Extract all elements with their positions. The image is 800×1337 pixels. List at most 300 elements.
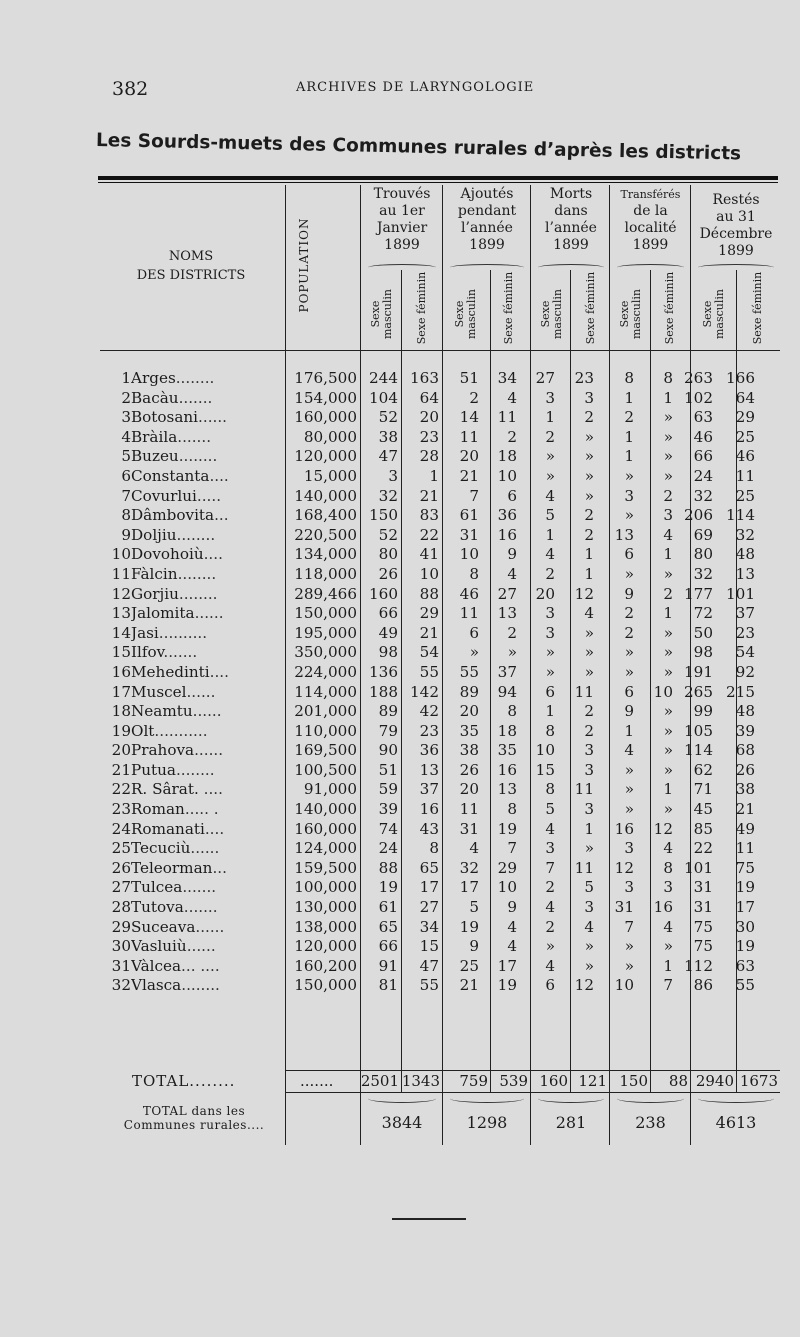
value-cell: 41 [419,545,439,564]
district-name [131,408,283,428]
value-cell: 136 [369,662,398,681]
value-cell: 37 [419,780,439,799]
value-cell: 27 [535,369,555,387]
population-cell: 91,000 [303,780,357,799]
value-cell: 13 [735,564,755,583]
row-number: 27 [111,878,131,897]
value-cell: 10 [419,564,439,583]
value-cell: 5 [545,800,555,819]
district-name-dots: .... [204,819,225,838]
district-name-dots: ........ [175,760,215,779]
value-cell: 80 [693,545,713,564]
value-cell: 11 [459,604,479,623]
row-number: 2 [121,388,131,407]
population-cell: 224,000 [294,662,357,681]
value-cell: 62 [693,760,713,779]
district-name-dots: ... [214,506,229,525]
population-cell: 130,000 [294,898,357,917]
value-cell: » [663,408,673,427]
table-row [100,389,755,409]
value-cell: 9 [469,937,479,956]
value-cell: 46 [693,427,713,446]
value-cell: 2 [469,388,479,407]
district-name [131,389,283,409]
value-cell: 2 [545,564,555,583]
value-cell: 61 [459,506,479,525]
value-cell: 27 [419,898,439,917]
value-cell: 142 [410,682,439,701]
value-cell: 32 [693,486,713,505]
value-cell: 66 [378,937,398,956]
district-name-text: Constanta [131,466,210,485]
value-cell: 34 [497,369,517,387]
value-cell: 15 [419,937,439,956]
value-cell: 2 [584,408,594,427]
population-cell: 150,000 [294,604,357,623]
value-cell: 4 [469,839,479,858]
value-cell: » [584,486,594,505]
value-cell: 13 [419,760,439,779]
table-row [100,957,755,977]
district-name-text: Tutova [131,898,184,917]
value-cell: 16 [614,819,634,838]
header-sub-male: Sexe masculin [452,289,478,339]
value-cell: 8 [545,721,555,740]
value-cell: 9 [624,702,634,721]
district-name-dots: ..... [196,486,222,505]
header-group-title [362,186,442,254]
value-cell: 19 [497,976,517,995]
value-cell: 4 [584,604,594,623]
district-name-text: Vlasca [131,976,182,995]
district-name [131,976,283,996]
top-thin-rule [98,182,778,183]
value-cell: 10 [497,878,517,897]
value-cell: 47 [378,447,398,466]
grand-total-brace [617,1094,684,1103]
value-cell: 1 [545,702,555,721]
district-name-text: R. Sârat. [131,780,199,799]
total-value: 160 [539,1072,568,1090]
value-cell: 16 [653,898,673,917]
population-cell: 110,000 [294,721,357,740]
row-number: 13 [111,604,131,623]
row-number: 30 [111,937,131,956]
row-number: 25 [111,839,131,858]
district-name-text: Olt [131,721,155,740]
district-name [131,624,283,644]
value-cell: 37 [497,662,517,681]
page-number: 382 [112,78,149,100]
district-name-dots: ....... [177,427,212,446]
population-cell: 120,000 [294,937,357,956]
value-cell: 17 [459,878,479,897]
value-cell: 166 [726,369,755,387]
value-cell: 61 [378,898,398,917]
value-cell: 13 [497,780,517,799]
header-group-line: localité [624,220,677,236]
total-value: 1343 [401,1072,440,1090]
header-names-line-2: DES DISTRICTS [136,268,246,283]
value-cell: 2 [584,702,594,721]
value-cell: 1 [663,545,673,564]
total-label [132,1072,235,1090]
value-cell: » [624,800,634,819]
value-cell: » [663,800,673,819]
total-value: 1673 [739,1072,778,1090]
value-cell: » [584,839,594,858]
value-cell: 105 [684,721,713,740]
value-cell: 75 [735,858,755,877]
grand-total-brace [450,1094,524,1103]
population-cell: 159,500 [294,858,357,877]
table-row [100,369,755,389]
value-cell: » [584,662,594,681]
table-row [100,898,755,918]
table-row [100,585,755,605]
value-cell: 11 [574,858,594,877]
value-cell: 3 [545,388,555,407]
table-row [100,487,755,507]
district-name [131,722,283,742]
header-bottom-rule [100,350,780,351]
header-names [100,247,282,285]
value-cell: 4 [545,545,555,564]
district-name [131,663,283,683]
value-cell: 244 [369,369,398,387]
value-cell: 31 [693,898,713,917]
district-name-dots: .... [209,662,229,681]
table-row [100,800,755,820]
value-cell: » [663,760,673,779]
value-cell: 54 [735,643,755,662]
value-cell: 3 [545,623,555,642]
district-name [131,957,283,977]
value-cell: 55 [419,662,439,681]
value-cell: 11 [497,408,517,427]
header-group-line: Janvier [376,220,428,236]
district-name-text: Dovohoiù [131,545,204,564]
value-cell: » [624,662,634,681]
total-value: 121 [578,1072,607,1090]
value-cell: 3 [545,839,555,858]
header-group-line: 1899 [553,237,589,253]
district-name [131,565,283,585]
value-cell: 4 [545,486,555,505]
table-row [100,859,755,879]
value-cell: 163 [410,369,439,387]
value-cell: 25 [735,427,755,446]
value-cell: » [545,662,555,681]
value-cell: » [545,937,555,956]
value-cell: 51 [378,760,398,779]
value-cell: » [624,937,634,956]
district-name-dots: ... [212,858,227,877]
value-cell: 91 [378,956,398,975]
district-name [131,741,283,761]
row-number: 17 [111,682,131,701]
value-cell: 206 [684,506,713,525]
row-number: 1 [121,369,131,387]
value-cell: » [584,427,594,446]
population-cell: 140,000 [294,486,357,505]
value-cell: » [663,427,673,446]
value-cell: 3 [624,839,634,858]
value-cell: » [507,643,517,662]
row-number: 4 [121,427,131,446]
value-cell: 3 [584,898,594,917]
value-cell: 1 [545,408,555,427]
header-group-line: Décembre [699,226,773,242]
value-cell: 2 [584,721,594,740]
value-cell: 7 [663,976,673,995]
row-number: 7 [121,486,131,505]
row-number: 8 [121,506,131,525]
value-cell: 1 [663,604,673,623]
district-name [131,878,283,898]
population-cell: 160,000 [294,819,357,838]
value-cell: 3 [624,486,634,505]
value-cell: 3 [584,741,594,760]
district-name-dots: ...... [190,839,220,858]
population-cell: 150,000 [294,976,357,995]
value-cell: 68 [735,741,755,760]
value-cell: 1 [584,819,594,838]
value-cell: 39 [378,800,398,819]
district-name-dots: ........... [154,721,208,740]
value-cell: 1 [663,388,673,407]
value-cell: 9 [624,584,634,603]
value-cell: » [584,466,594,485]
district-name-dots: ....... [178,388,213,407]
value-cell: 52 [378,525,398,544]
district-name-dots: ...... [194,604,224,623]
value-cell: 4 [663,839,673,858]
value-cell: 11 [459,800,479,819]
table-row [100,428,755,448]
value-cell: 2 [624,604,634,623]
population-cell: 100,500 [294,760,357,779]
value-cell: 2 [545,878,555,897]
district-name [131,369,283,389]
value-cell: 1 [584,564,594,583]
value-cell: 45 [693,800,713,819]
value-cell: 19 [459,917,479,936]
running-head: ARCHIVES DE LARYNGOLOGIE [296,80,535,95]
value-cell: 20 [419,408,439,427]
value-cell: 4 [584,917,594,936]
value-cell: 32 [735,525,755,544]
value-cell: 3 [584,388,594,407]
value-cell: 74 [378,819,398,838]
district-name [131,761,283,781]
value-cell: 32 [459,858,479,877]
grand-total-value: 281 [555,1113,587,1132]
value-cell: 3 [663,506,673,525]
value-cell: 8 [469,564,479,583]
value-cell: 2 [507,623,517,642]
district-name [131,839,283,859]
value-cell: 4 [545,819,555,838]
grand-total-value: 3844 [381,1113,423,1132]
value-cell: 1 [624,427,634,446]
row-number: 3 [121,408,131,427]
value-cell: 1 [624,721,634,740]
district-name-dots: ...... [192,702,222,721]
value-cell: 5 [545,506,555,525]
value-cell: 36 [497,506,517,525]
value-cell: 4 [507,564,517,583]
value-cell: 20 [535,584,555,603]
value-cell: 52 [378,408,398,427]
table-row [100,937,755,957]
value-cell: 21 [459,976,479,995]
grand-total-label-2: Communes rurales.... [123,1118,265,1132]
value-cell: 46 [459,584,479,603]
value-cell: » [663,937,673,956]
district-name-dots: ...... [194,741,224,760]
value-cell: 11 [574,780,594,799]
header-sub-female: Sexe féminin [415,271,428,345]
value-cell: 112 [684,956,713,975]
value-cell: 18 [497,447,517,466]
value-cell: 90 [378,741,398,760]
value-cell: 3 [584,800,594,819]
value-cell: 9 [507,898,517,917]
value-cell: 63 [735,956,755,975]
district-name [131,604,283,624]
header-group-line: Transférés [620,188,681,201]
total-bottom-rule [285,1092,780,1093]
value-cell: 65 [378,917,398,936]
table-row [100,565,755,585]
value-cell: » [584,623,594,642]
grand-total-brace [368,1094,436,1103]
value-cell: 2 [584,506,594,525]
table-row [100,447,755,467]
value-cell: 8 [545,780,555,799]
value-cell: 36 [419,741,439,760]
district-name-text: Suceava [131,917,196,936]
value-cell: 19 [378,878,398,897]
district-name-text: Mehedinti [131,662,210,681]
row-number: 29 [111,917,131,936]
table-row [100,604,755,624]
value-cell: 21 [419,623,439,642]
table-row [100,780,755,800]
value-cell: 9 [507,545,517,564]
population-cell: 138,000 [294,917,357,936]
population-cell: 169,500 [294,741,357,760]
header-group-line: Trouvés [373,186,431,202]
value-cell: 23 [574,369,594,387]
total-pop-dots: ....... [300,1072,334,1090]
district-name [131,447,283,467]
district-name [131,918,283,938]
header-population: POPULATION [297,217,311,313]
value-cell: 55 [419,976,439,995]
population-cell: 140,000 [294,800,357,819]
district-name-dots: ........ [176,525,216,544]
value-cell: 4 [507,937,517,956]
end-rule [392,1218,466,1220]
value-cell: 16 [497,525,517,544]
value-cell: » [663,564,673,583]
value-cell: 55 [735,976,755,995]
value-cell: » [663,447,673,466]
value-cell: » [663,741,673,760]
value-cell: 38 [378,427,398,446]
value-cell: » [624,956,634,975]
header-sub-male: Sexe masculin [369,289,394,339]
district-name-dots: .... [203,545,223,564]
value-cell: 11 [459,427,479,446]
grand-total-brace [698,1094,774,1103]
row-number: 16 [111,662,131,681]
table-row [100,506,755,526]
header-group-title [611,186,690,254]
table-row [100,624,755,644]
value-cell: 13 [497,604,517,623]
value-cell: » [624,564,634,583]
value-cell: 4 [624,741,634,760]
value-cell: 22 [693,839,713,858]
district-name [131,526,283,546]
value-cell: 3 [584,760,594,779]
district-name [131,859,283,879]
value-cell: 4 [507,917,517,936]
value-cell: 101 [684,858,713,877]
row-number: 23 [111,800,131,819]
district-name-dots: ........ [181,976,220,995]
value-cell: 1 [584,545,594,564]
value-cell: 263 [684,369,713,387]
total-value: 2501 [360,1072,399,1090]
value-cell: 34 [419,917,439,936]
header-group-line: dans [554,203,588,219]
value-cell: 6 [624,682,634,701]
value-cell: 88 [419,584,439,603]
value-cell: 29 [419,604,439,623]
header-group-line: au 31 [716,209,756,225]
value-cell: » [663,466,673,485]
table-row [100,722,755,742]
district-name-text: Vàlcea [131,956,182,975]
population-cell: 160,000 [294,408,357,427]
value-cell: 32 [378,486,398,505]
district-table-body [100,369,755,996]
total-value: 150 [619,1072,648,1090]
value-cell: » [663,721,673,740]
row-number: 31 [111,956,131,975]
population-cell: 118,000 [294,564,357,583]
header-sub-female: Sexe féminin [501,271,515,345]
value-cell: 94 [497,682,517,701]
district-name-text: Bacàu [131,388,179,407]
district-name-dots: ........ [175,369,215,387]
value-cell: 38 [459,741,479,760]
value-cell: 72 [693,604,713,623]
district-name [131,585,283,605]
value-cell: 20 [459,702,479,721]
top-thick-rule [98,176,778,180]
row-number: 5 [121,447,131,466]
table-row [100,702,755,722]
value-cell: 31 [459,525,479,544]
table-row [100,741,755,761]
population-cell: 134,000 [294,545,357,564]
value-cell: 8 [663,858,673,877]
